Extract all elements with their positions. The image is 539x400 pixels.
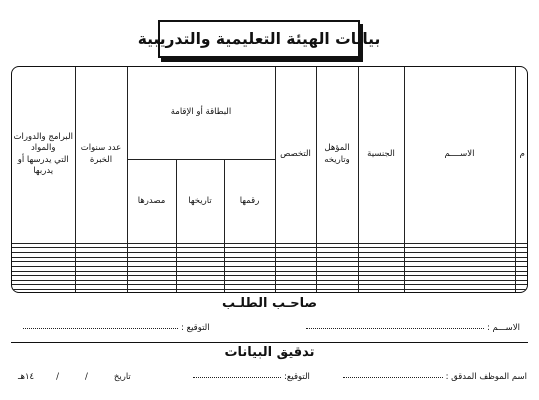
verification-date-label: تاريخ [113,372,131,382]
date-hijri-suffix: ١٤هـ [18,372,35,382]
table-cell[interactable] [75,290,127,292]
table-row [12,290,528,292]
table-cell[interactable] [127,290,176,292]
verifier-name-field[interactable] [343,376,443,378]
header-qualification-line1: المؤهل [324,143,350,154]
verifier-signature-field[interactable] [193,376,281,378]
header-experience-line2: الخبرة [89,154,113,165]
header-row-1 [12,67,528,160]
table-cell[interactable] [358,290,404,292]
header-nationality: الجنسية [358,67,404,243]
verifier-signature-row [190,372,310,382]
applicant-signature-field[interactable] [23,327,178,329]
verifier-name-row [340,372,527,382]
verifier-name-label: اسم الموظف المدقق : [445,372,527,382]
table-cell[interactable] [316,290,358,292]
form-title [137,20,381,58]
header-qualification-line2: وتاريخه [324,154,350,165]
applicant-signature-label: التوقيع : [181,323,210,333]
verification-date-row [18,372,131,382]
header-qualification [316,67,358,243]
form-title-text: بيانات الهيئة التعليمية والتدريبية [137,30,381,48]
verification-section-title: تدقيق البيانات [224,345,315,360]
table-cell[interactable] [12,290,75,292]
table-cell[interactable] [515,290,528,292]
table-cell[interactable] [224,290,275,292]
staff-grid [12,67,528,292]
staff-table [11,66,528,293]
header-programs [12,67,75,243]
section-divider [11,342,528,343]
header-name: الاســــم [404,67,515,243]
verifier-signature-label: التوقيع: [284,372,310,382]
header-num: م [515,67,528,243]
header-id-source: مصدرها [127,160,176,244]
applicant-section-title: صاحـب الطلـب [221,296,318,311]
header-programs-line1: البرامج والدورات والمواد [13,131,73,154]
applicant-name-label: الاســـم : [486,323,520,333]
table-cell[interactable] [176,290,224,292]
applicant-signature-row [20,323,210,333]
header-experience [75,67,127,243]
header-id-number: رقمها [224,160,275,244]
table-cell[interactable] [275,290,316,292]
date-separator-2: / [56,372,59,382]
header-specialty: التخصص [275,67,316,243]
header-id-card-group: البطاقة أو الإقامة [127,67,275,160]
header-programs-line2: التي يدرسها أو يدربها [17,154,69,177]
applicant-name-field[interactable] [306,327,484,329]
applicant-name-row [303,323,520,333]
table-cell[interactable] [404,290,515,292]
header-experience-line1: عدد سنوات [80,143,122,154]
date-separator-1: / [85,372,88,382]
header-id-date: تاريخها [176,160,224,244]
